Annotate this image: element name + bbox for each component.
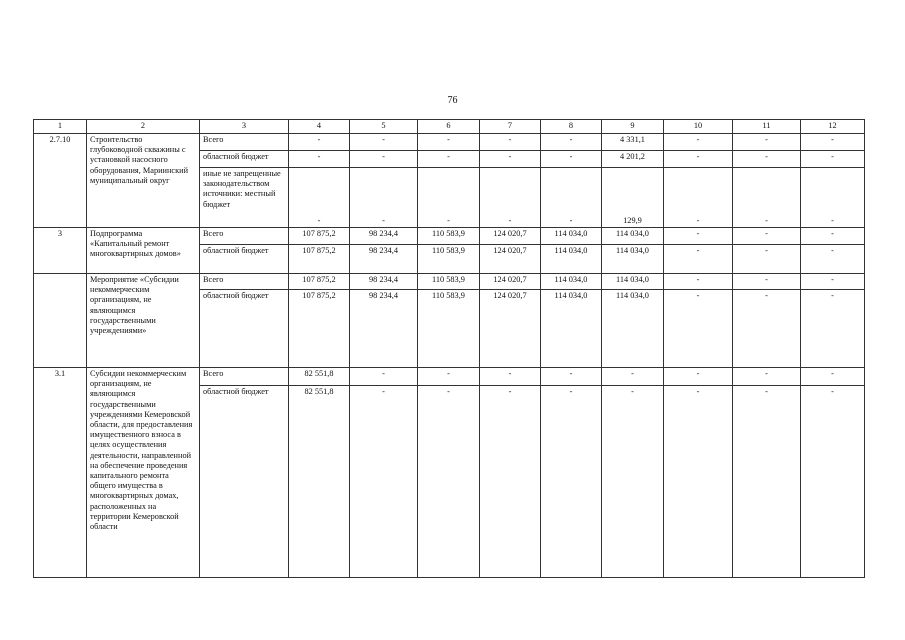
column-header: 5 — [350, 120, 418, 134]
table-row — [34, 274, 865, 290]
column-header: 8 — [541, 120, 602, 134]
value-cell: - — [801, 290, 865, 368]
value-cell: - — [541, 134, 602, 151]
budget-table — [33, 119, 865, 578]
column-header: 10 — [664, 120, 733, 134]
column-header: 9 — [602, 120, 664, 134]
value-cell: - — [480, 368, 541, 386]
value-cell: - — [733, 134, 801, 151]
value-cell: 124 020,7 — [480, 228, 541, 245]
value-cell: - — [801, 168, 865, 228]
value-cell: - — [541, 368, 602, 386]
value-cell: - — [480, 386, 541, 578]
value-cell: - — [733, 245, 801, 274]
value-cell: - — [418, 386, 480, 578]
value-cell: - — [350, 386, 418, 578]
value-cell: - — [350, 368, 418, 386]
value-cell: - — [602, 368, 664, 386]
funding-source: Всего — [200, 274, 289, 290]
value-cell: 124 020,7 — [480, 245, 541, 274]
funding-source: Всего — [200, 228, 289, 245]
row-name: Субсидии некоммерческим организациям, не являющимся государственными учреждениями Кемеровской области, для предоставления имущественного взноса в целях осуществления деятельности, направленной на обеспечение проведения капитального ремонта общего имущества в многоквартирных домах, расположенных на территории Кемеровской области — [87, 368, 200, 578]
value-cell: - — [480, 151, 541, 168]
value-cell: - — [801, 368, 865, 386]
funding-source: областной бюджет — [200, 290, 289, 368]
column-header: 12 — [801, 120, 865, 134]
column-header: 3 — [200, 120, 289, 134]
value-cell: 98 234,4 — [350, 290, 418, 368]
value-cell: 114 034,0 — [541, 245, 602, 274]
value-cell: - — [664, 290, 733, 368]
row-name: Подпрограмма «Капитальный ремонт многоквартирных домов» — [87, 228, 200, 274]
value-cell: 107 875,2 — [289, 290, 350, 368]
value-cell: - — [664, 386, 733, 578]
value-cell: 107 875,2 — [289, 245, 350, 274]
value-cell: - — [541, 151, 602, 168]
value-cell: 124 020,7 — [480, 290, 541, 368]
value-cell: 110 583,9 — [418, 245, 480, 274]
row-name: Мероприятие «Субсидии некоммерческим организациям, не являющимся государственными учреждениями» — [87, 274, 200, 368]
value-cell: - — [418, 368, 480, 386]
value-cell: - — [664, 168, 733, 228]
value-cell: - — [350, 151, 418, 168]
value-cell: 82 551,8 — [289, 368, 350, 386]
value-cell: - — [289, 168, 350, 228]
value-cell: - — [664, 274, 733, 290]
value-cell: - — [801, 274, 865, 290]
value-cell: - — [801, 228, 865, 245]
value-cell: - — [541, 168, 602, 228]
column-header: 11 — [733, 120, 801, 134]
value-cell: - — [664, 228, 733, 245]
row-number: 3 — [34, 228, 87, 274]
funding-source: иные не запрещенные законодательством источники: местный бюджет — [200, 168, 289, 228]
table-row — [34, 134, 865, 151]
value-cell: - — [801, 386, 865, 578]
page-number: 76 — [447, 95, 458, 106]
funding-source: областной бюджет — [200, 386, 289, 578]
value-cell: 82 551,8 — [289, 386, 350, 578]
value-cell: - — [733, 168, 801, 228]
funding-source: Всего — [200, 368, 289, 386]
column-header: 4 — [289, 120, 350, 134]
value-cell: 114 034,0 — [602, 228, 664, 245]
value-cell: 107 875,2 — [289, 274, 350, 290]
value-cell: 110 583,9 — [418, 228, 480, 245]
value-cell: - — [418, 151, 480, 168]
value-cell: 114 034,0 — [602, 274, 664, 290]
value-cell: 129,9 — [602, 168, 664, 228]
value-cell: - — [541, 386, 602, 578]
value-cell: - — [418, 168, 480, 228]
header-row — [34, 120, 865, 134]
value-cell: - — [733, 368, 801, 386]
funding-source: областной бюджет — [200, 245, 289, 274]
value-cell: - — [664, 368, 733, 386]
row-number: 2.7.10 — [34, 134, 87, 228]
value-cell: - — [733, 274, 801, 290]
value-cell: 114 034,0 — [541, 274, 602, 290]
value-cell: 114 034,0 — [541, 290, 602, 368]
value-cell: - — [350, 134, 418, 151]
value-cell: - — [664, 245, 733, 274]
value-cell: - — [733, 386, 801, 578]
value-cell: - — [664, 151, 733, 168]
value-cell: - — [418, 134, 480, 151]
value-cell: 124 020,7 — [480, 274, 541, 290]
value-cell: - — [733, 151, 801, 168]
value-cell: - — [289, 151, 350, 168]
funding-source: областной бюджет — [200, 151, 289, 168]
value-cell: - — [602, 386, 664, 578]
funding-source: Всего — [200, 134, 289, 151]
value-cell: - — [801, 134, 865, 151]
value-cell: 98 234,4 — [350, 245, 418, 274]
value-cell: - — [801, 245, 865, 274]
value-cell: 110 583,9 — [418, 290, 480, 368]
value-cell: 98 234,4 — [350, 274, 418, 290]
value-cell: 114 034,0 — [602, 290, 664, 368]
value-cell: - — [350, 168, 418, 228]
value-cell: - — [733, 290, 801, 368]
value-cell: 107 875,2 — [289, 228, 350, 245]
value-cell: - — [289, 134, 350, 151]
column-header: 7 — [480, 120, 541, 134]
column-header: 2 — [87, 120, 200, 134]
value-cell: 114 034,0 — [602, 245, 664, 274]
row-number — [34, 274, 87, 368]
value-cell: 110 583,9 — [418, 274, 480, 290]
column-header: 6 — [418, 120, 480, 134]
value-cell: - — [733, 228, 801, 245]
value-cell: - — [480, 134, 541, 151]
value-cell: 4 331,1 — [602, 134, 664, 151]
table-row — [34, 368, 865, 386]
row-name: Строительство глубоководной скважины с установкой насосного оборудования, Мариинский муниципальный округ — [87, 134, 200, 228]
column-header: 1 — [34, 120, 87, 134]
value-cell: - — [664, 134, 733, 151]
row-number: 3.1 — [34, 368, 87, 578]
value-cell: 114 034,0 — [541, 228, 602, 245]
table-row — [34, 228, 865, 245]
value-cell: 98 234,4 — [350, 228, 418, 245]
value-cell: - — [801, 151, 865, 168]
value-cell: - — [480, 168, 541, 228]
value-cell: 4 201,2 — [602, 151, 664, 168]
